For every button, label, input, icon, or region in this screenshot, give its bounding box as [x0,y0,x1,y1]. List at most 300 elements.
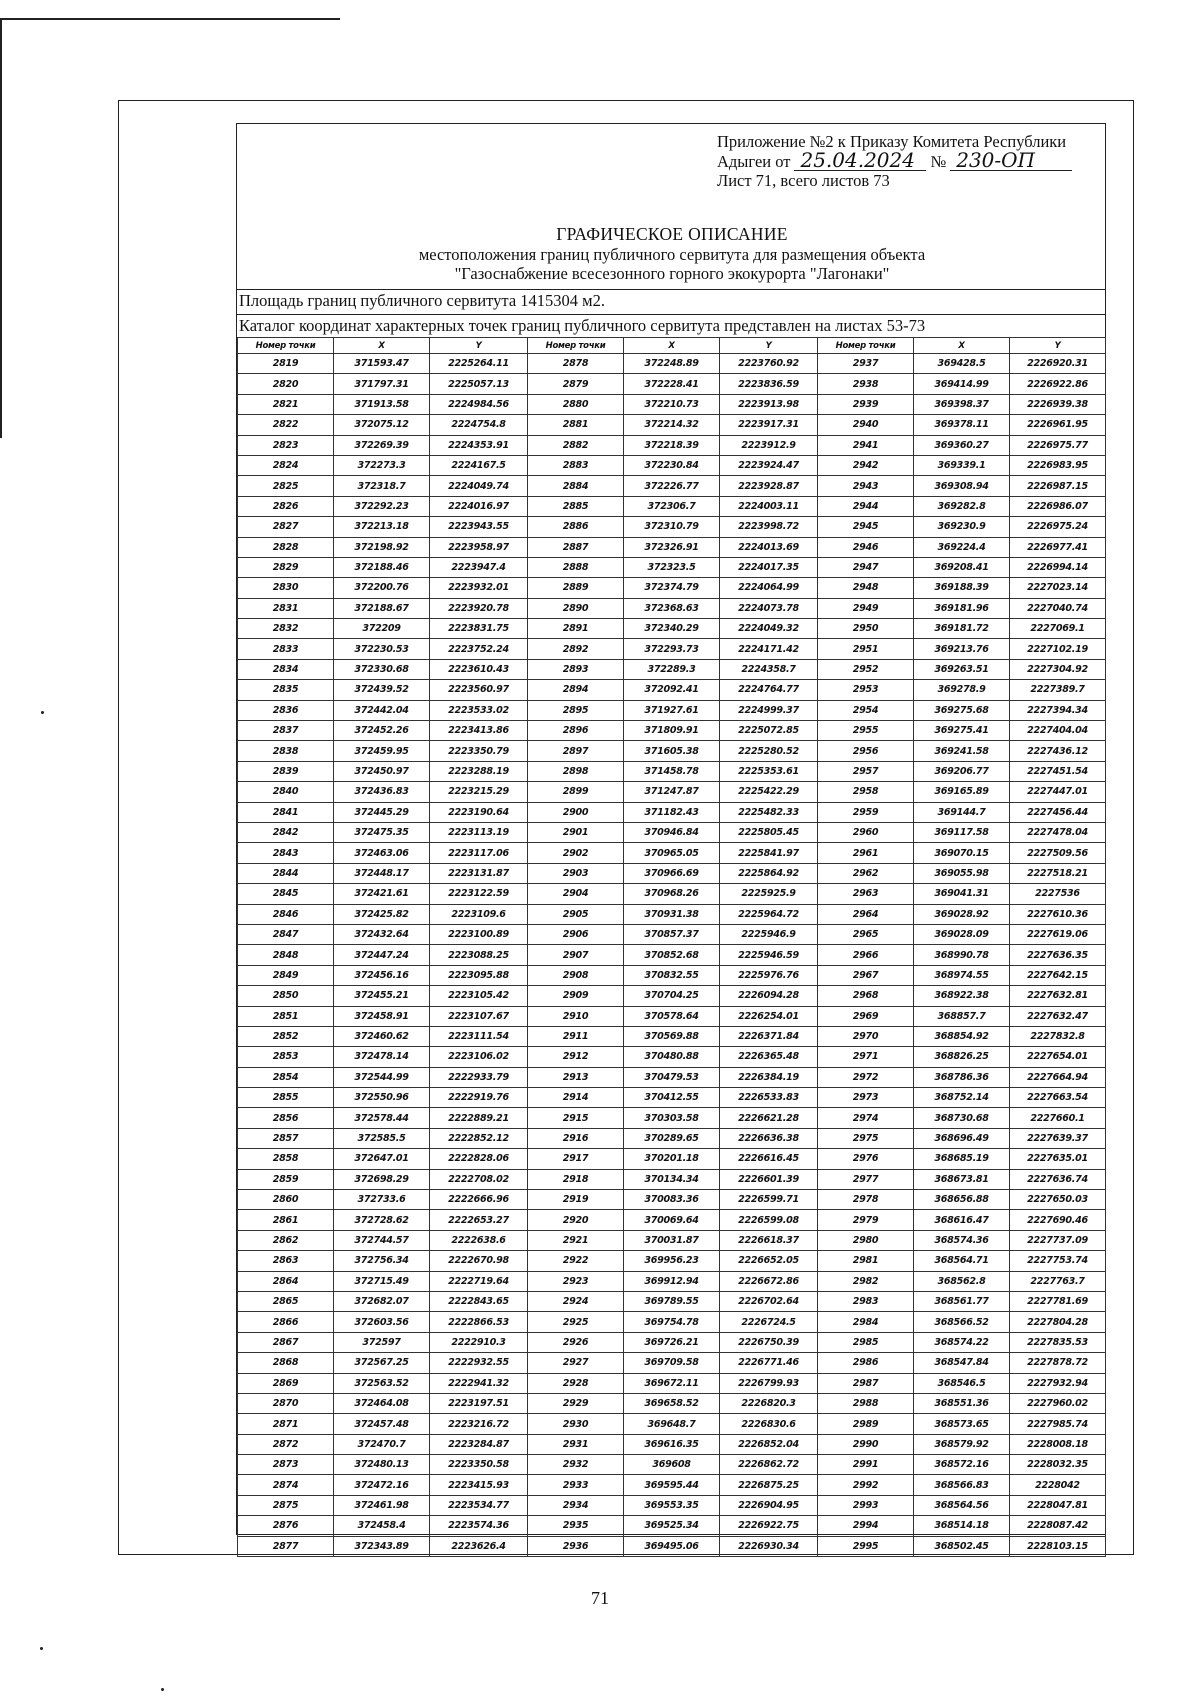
table-cell: 2891 [528,619,624,639]
table-cell: 2863 [238,1251,334,1271]
table-cell: 2227636.35 [1010,945,1106,965]
table-cell: 368974.55 [914,965,1010,985]
table-cell: 2224999.37 [720,700,818,720]
table-row [238,374,1106,394]
table-cell: 372460.62 [334,1026,430,1046]
table-cell: 2226930.34 [720,1536,818,1556]
column-header: Y [1010,338,1106,354]
table-cell: 371809.91 [624,721,720,741]
table-cell: 2943 [818,476,914,496]
table-cell: 2226618.37 [720,1230,818,1250]
table-cell: 2224171.42 [720,639,818,659]
table-cell: 369041.31 [914,884,1010,904]
table-cell: 372744.57 [334,1230,430,1250]
table-cell: 368566.52 [914,1312,1010,1332]
table-cell: 2875 [238,1495,334,1515]
order-from-label: Адыгеи от [717,152,791,171]
table-cell: 2225264.11 [430,354,528,374]
table-cell: 370704.25 [624,986,720,1006]
table-cell: 2222638.6 [430,1230,528,1250]
table-cell: 372756.34 [334,1251,430,1271]
table-cell: 2991 [818,1455,914,1475]
table-cell: 2884 [528,476,624,496]
table-cell: 2920 [528,1210,624,1230]
table-cell: 2857 [238,1128,334,1148]
table-cell: 2227451.54 [1010,761,1106,781]
table-cell: 2222670.98 [430,1251,528,1271]
table-cell: 2842 [238,822,334,842]
table-cell: 372728.62 [334,1210,430,1230]
table-cell: 2223284.87 [430,1434,528,1454]
table-cell: 370201.18 [624,1149,720,1169]
table-cell: 2223117.06 [430,843,528,863]
table-cell: 372733.6 [334,1190,430,1210]
column-header: Номер точки [528,338,624,354]
table-cell: 369956.23 [624,1251,720,1271]
table-cell: 2859 [238,1169,334,1189]
table-cell: 2222852.12 [430,1128,528,1148]
table-cell: 2225864.92 [720,863,818,883]
table-row [238,863,1106,883]
table-row [238,1414,1106,1434]
table-cell: 2900 [528,802,624,822]
table-cell: 2226987.15 [1010,476,1106,496]
table-cell: 2910 [528,1006,624,1026]
table-cell: 372226.77 [624,476,720,496]
document-subtitle-line-1: местоположения границ публичного сервитута для размещения объекта [418,245,926,264]
table-cell: 2972 [818,1067,914,1087]
table-cell: 372330.68 [334,659,430,679]
table-cell: 2819 [238,354,334,374]
table-cell: 2226636.38 [720,1128,818,1148]
table-cell: 369726.21 [624,1332,720,1352]
table-cell: 369398.37 [914,394,1010,414]
table-cell: 2965 [818,924,914,944]
table-cell: 2226875.25 [720,1475,818,1495]
table-row [238,782,1106,802]
table-cell: 368573.65 [914,1414,1010,1434]
table-cell: 2227404.04 [1010,721,1106,741]
table-cell: 2860 [238,1190,334,1210]
table-cell: 2225072.85 [720,721,818,741]
table-cell: 2223836.59 [720,374,818,394]
table-cell: 2225964.72 [720,904,818,924]
table-row [238,435,1106,455]
table-cell: 2924 [528,1291,624,1311]
table-cell: 369165.89 [914,782,1010,802]
table-cell: 369428.5 [914,354,1010,374]
table-row [238,1251,1106,1271]
table-cell: 368574.36 [914,1230,1010,1250]
table-cell: 372269.39 [334,435,430,455]
table-cell: 368562.8 [914,1271,1010,1291]
table-cell: 2228087.42 [1010,1516,1106,1536]
table-cell: 2227639.37 [1010,1128,1106,1148]
table-cell: 2223350.58 [430,1455,528,1475]
table-cell: 368854.92 [914,1026,1010,1046]
table-cell: 372480.13 [334,1455,430,1475]
table-cell: 372464.08 [334,1393,430,1413]
table-cell: 2889 [528,578,624,598]
table-cell: 372432.64 [334,924,430,944]
column-header: X [334,338,430,354]
table-cell: 2225805.45 [720,822,818,842]
table-cell: 370968.26 [624,884,720,904]
table-row [238,1536,1106,1556]
table-cell: 2983 [818,1291,914,1311]
table-cell: 2225353.61 [720,761,818,781]
table-cell: 2226771.46 [720,1353,818,1373]
table-cell: 2893 [528,659,624,679]
table-cell: 369754.78 [624,1312,720,1332]
scan-speck [40,1647,43,1650]
table-cell: 2227763.7 [1010,1271,1106,1291]
table-cell: 2874 [238,1475,334,1495]
table-cell: 2909 [528,986,624,1006]
table-cell: 2851 [238,1006,334,1026]
table-cell: 2223560.97 [430,680,528,700]
table-cell: 369308.94 [914,476,1010,496]
table-cell: 2227932.94 [1010,1373,1106,1393]
table-cell: 370303.58 [624,1108,720,1128]
table-cell: 370931.38 [624,904,720,924]
table-cell: 2855 [238,1088,334,1108]
table-cell: 369912.94 [624,1271,720,1291]
table-cell: 2227878.72 [1010,1353,1106,1373]
table-row [238,1210,1106,1230]
table-cell: 2932 [528,1455,624,1475]
table-cell: 372368.63 [624,598,720,618]
appendix-line: Приложение №2 к Приказу Комитета Республики [717,132,1067,151]
table-row [238,1230,1106,1250]
table-cell: 372585.5 [334,1128,430,1148]
table-cell: 2982 [818,1271,914,1291]
table-cell: 2956 [818,741,914,761]
table-cell: 372470.7 [334,1434,430,1454]
table-cell: 2226601.39 [720,1169,818,1189]
table-cell: 370965.05 [624,843,720,863]
table-cell: 372472.16 [334,1475,430,1495]
table-cell: 2928 [528,1373,624,1393]
table-cell: 2834 [238,659,334,679]
table-cell: 2904 [528,884,624,904]
table-row [238,1108,1106,1128]
table-cell: 2227960.02 [1010,1393,1106,1413]
table-cell: 2224049.32 [720,619,818,639]
table-cell: 2952 [818,659,914,679]
table-cell: 372289.3 [624,659,720,679]
table-cell: 2227102.19 [1010,639,1106,659]
table-cell: 2887 [528,537,624,557]
table-cell: 372213.18 [334,517,430,537]
table-cell: 2895 [528,700,624,720]
table-cell: 369360.27 [914,435,1010,455]
table-cell: 369241.58 [914,741,1010,761]
table-cell: 2225946.59 [720,945,818,965]
table-row [238,1434,1106,1454]
table-row [238,904,1106,924]
table-cell: 2867 [238,1332,334,1352]
table-cell: 368561.77 [914,1291,1010,1311]
table-cell: 2227632.81 [1010,986,1106,1006]
table-row [238,761,1106,781]
table-cell: 2912 [528,1047,624,1067]
table-cell: 2872 [238,1434,334,1454]
scan-speck [41,711,44,714]
table-cell: 2223350.79 [430,741,528,761]
table-cell: 372715.49 [334,1271,430,1291]
table-cell: 369230.9 [914,517,1010,537]
table-cell: 2223913.98 [720,394,818,414]
scan-edge-left [0,18,2,438]
table-cell: 2880 [528,394,624,414]
table-cell: 2228032.35 [1010,1455,1106,1475]
coordinates-table-header [238,338,1106,354]
table-cell: 2227654.01 [1010,1047,1106,1067]
table-cell: 2226652.05 [720,1251,818,1271]
table-cell: 2962 [818,863,914,883]
table-cell: 2938 [818,374,914,394]
table-cell: 372200.76 [334,578,430,598]
table-cell: 369028.92 [914,904,1010,924]
table-cell: 2964 [818,904,914,924]
table-cell: 368547.84 [914,1353,1010,1373]
table-cell: 2941 [818,435,914,455]
table-row [238,986,1106,1006]
table-cell: 2225946.9 [720,924,818,944]
column-header: Номер точки [818,338,914,354]
table-cell: 2978 [818,1190,914,1210]
table-cell: 2975 [818,1128,914,1148]
table-cell: 372698.29 [334,1169,430,1189]
table-cell: 372647.01 [334,1149,430,1169]
table-cell: 2837 [238,721,334,741]
table-cell: 2822 [238,415,334,435]
table-cell: 2821 [238,394,334,414]
table-cell: 2227804.28 [1010,1312,1106,1332]
table-cell: 372323.5 [624,557,720,577]
table-cell: 2957 [818,761,914,781]
table-cell: 2227664.94 [1010,1067,1106,1087]
table-cell: 2223912.9 [720,435,818,455]
table-cell: 2950 [818,619,914,639]
table-cell: 2992 [818,1475,914,1495]
table-cell: 372293.73 [624,639,720,659]
table-cell: 2223760.92 [720,354,818,374]
table-cell: 2829 [238,557,334,577]
table-cell: 2227518.21 [1010,863,1106,883]
table-cell: 372597 [334,1332,430,1352]
table-cell: 2913 [528,1067,624,1087]
table-cell: 370069.64 [624,1210,720,1230]
table-cell: 368786.36 [914,1067,1010,1087]
table-cell: 2824 [238,455,334,475]
table-cell: 372188.67 [334,598,430,618]
table-cell: 2226371.84 [720,1026,818,1046]
table-cell: 372230.84 [624,455,720,475]
table-cell: 2919 [528,1190,624,1210]
table-cell: 2942 [818,455,914,475]
table-cell: 2969 [818,1006,914,1026]
table-cell: 2227447.01 [1010,782,1106,802]
table-cell: 368514.18 [914,1516,1010,1536]
handwritten-order-number: 230-ОП [950,151,1072,171]
table-row [238,1516,1106,1536]
table-cell: 372463.06 [334,843,430,863]
table-cell: 2223106.02 [430,1047,528,1067]
table-row [238,700,1106,720]
table-cell: 369658.52 [624,1393,720,1413]
table-cell: 2226599.71 [720,1190,818,1210]
table-row [238,843,1106,863]
table-cell: 2226852.04 [720,1434,818,1454]
table-cell: 369278.9 [914,680,1010,700]
table-cell: 2877 [238,1536,334,1556]
table-cell: 2223215.29 [430,782,528,802]
table-cell: 372563.52 [334,1373,430,1393]
table-cell: 2901 [528,822,624,842]
table-row [238,537,1106,557]
table-cell: 2224353.91 [430,435,528,455]
table-cell: 372578.44 [334,1108,430,1128]
table-cell: 2987 [818,1373,914,1393]
table-cell: 2227509.56 [1010,843,1106,863]
table-cell: 372292.23 [334,496,430,516]
table-cell: 2224358.7 [720,659,818,679]
table-row [238,496,1106,516]
table-cell: 2223626.4 [430,1536,528,1556]
table-cell: 2222719.64 [430,1271,528,1291]
table-cell: 2223413.86 [430,721,528,741]
table-cell: 369188.39 [914,578,1010,598]
table-cell: 2896 [528,721,624,741]
table-cell: 2223928.87 [720,476,818,496]
table-cell: 2955 [818,721,914,741]
table-row [238,1128,1106,1148]
table-cell: 2224016.97 [430,496,528,516]
table-cell: 2222866.53 [430,1312,528,1332]
table-cell: 372273.3 [334,455,430,475]
table-cell: 2833 [238,639,334,659]
table-cell: 372425.82 [334,904,430,924]
table-cell: 2223111.54 [430,1026,528,1046]
table-cell: 2222932.55 [430,1353,528,1373]
table-cell: 2224017.35 [720,557,818,577]
table-cell: 369224.4 [914,537,1010,557]
table-cell: 370832.55 [624,965,720,985]
table-cell: 2226094.28 [720,986,818,1006]
table-cell: 372092.41 [624,680,720,700]
table-cell: 2222653.27 [430,1210,528,1230]
table-cell: 2852 [238,1026,334,1046]
table-cell: 2226994.14 [1010,557,1106,577]
table-cell: 2223752.24 [430,639,528,659]
table-row [238,415,1106,435]
table-cell: 2227753.74 [1010,1251,1106,1271]
table-row [238,1475,1106,1495]
table-cell: 368616.47 [914,1210,1010,1230]
table-cell: 2222933.79 [430,1067,528,1087]
table-cell: 2993 [818,1495,914,1515]
table-cell: 372475.35 [334,822,430,842]
table-cell: 372218.39 [624,435,720,455]
table-row [238,965,1106,985]
table-cell: 2222828.06 [430,1149,528,1169]
table-cell: 369495.06 [624,1536,720,1556]
table-cell: 368990.78 [914,945,1010,965]
table-cell: 369608 [624,1455,720,1475]
sheet-count: Лист 71, всего листов 73 [717,171,890,190]
table-cell: 2869 [238,1373,334,1393]
table-cell: 2888 [528,557,624,577]
table-cell: 370083.36 [624,1190,720,1210]
table-cell: 2918 [528,1169,624,1189]
table-header-row [238,338,1106,354]
table-cell: 2844 [238,863,334,883]
table-cell: 369339.1 [914,455,1010,475]
table-cell: 2226830.6 [720,1414,818,1434]
table-cell: 2830 [238,578,334,598]
table-cell: 372550.96 [334,1088,430,1108]
table-row [238,741,1106,761]
table-cell: 368857.7 [914,1006,1010,1026]
table-cell: 2947 [818,557,914,577]
table-cell: 372306.7 [624,496,720,516]
table-cell: 2226975.24 [1010,517,1106,537]
table-row [238,354,1106,374]
table-cell: 372450.97 [334,761,430,781]
table-row [238,1353,1106,1373]
table-row [238,1312,1106,1332]
table-cell: 2936 [528,1536,624,1556]
table-cell: 2222708.02 [430,1169,528,1189]
table-cell: 2853 [238,1047,334,1067]
table-cell: 2897 [528,741,624,761]
table-cell: 368546.5 [914,1373,1010,1393]
table-cell: 2926 [528,1332,624,1352]
table-cell: 2227632.47 [1010,1006,1106,1026]
table-cell: 2946 [818,537,914,557]
table-cell: 372603.56 [334,1312,430,1332]
table-cell: 2228008.18 [1010,1434,1106,1454]
table-cell: 2223095.88 [430,965,528,985]
table-cell: 369282.8 [914,496,1010,516]
table-cell: 2902 [528,843,624,863]
table-row [238,619,1106,639]
table-cell: 369414.99 [914,374,1010,394]
coordinates-table [237,337,1106,1557]
table-cell: 2825 [238,476,334,496]
table-cell: 2227040.74 [1010,598,1106,618]
table-row [238,455,1106,475]
table-cell: 2848 [238,945,334,965]
table-cell: 368752.14 [914,1088,1010,1108]
table-cell: 369181.96 [914,598,1010,618]
table-cell: 2223924.47 [720,455,818,475]
table-cell: 2223122.59 [430,884,528,904]
table-cell: 368656.88 [914,1190,1010,1210]
table-row [238,659,1106,679]
table-cell: 2935 [528,1516,624,1536]
table-cell: 368551.36 [914,1393,1010,1413]
table-cell: 2227436.12 [1010,741,1106,761]
table-row [238,680,1106,700]
table-cell: 2224764.77 [720,680,818,700]
table-cell: 2862 [238,1230,334,1250]
table-cell: 372458.91 [334,1006,430,1026]
table-cell: 2858 [238,1149,334,1169]
table-cell: 2839 [238,761,334,781]
